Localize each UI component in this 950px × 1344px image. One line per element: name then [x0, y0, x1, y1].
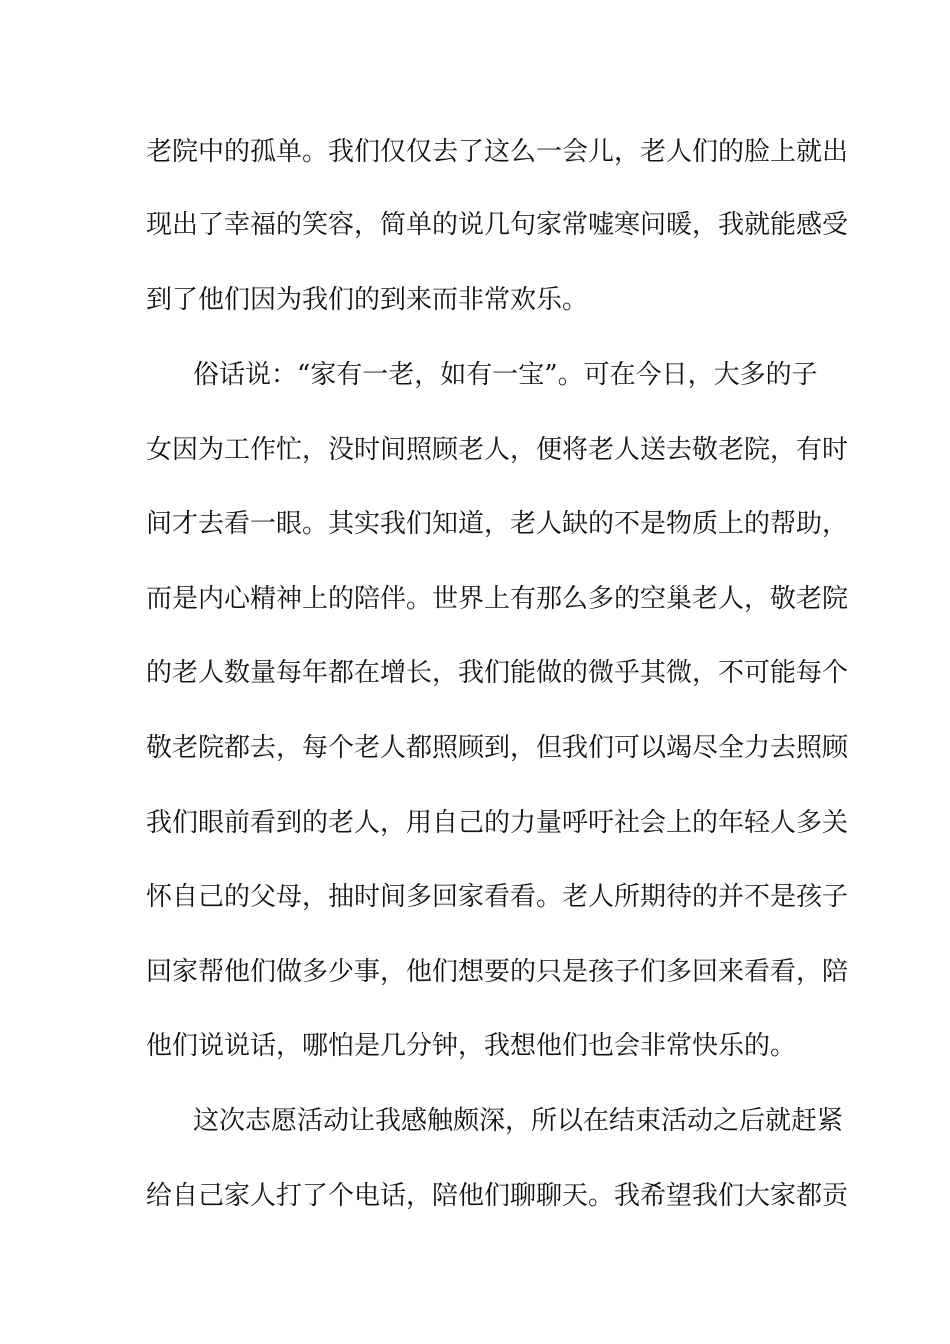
text-line: 回家帮他们做多少事，他们想要的只是孩子们多回来看看，陪 — [146, 957, 849, 987]
text-line: 给自己家人打了个电话，陪他们聊聊天。我希望我们大家都贡 — [146, 1181, 849, 1211]
text-line: 而是内心精神上的陪伴。世界上有那么多的空巢老人，敬老院 — [146, 584, 849, 614]
text-line: 的老人数量每年都在增长，我们能做的微乎其微，不可能每个 — [146, 658, 849, 688]
text-line: 敬老院都去，每个老人都照顾到，但我们可以竭尽全力去照顾 — [146, 733, 849, 763]
text-line: 他们说说话，哪怕是几分钟，我想他们也会非常快乐的。 — [146, 1031, 797, 1061]
text-line: 现出了幸福的笑容，简单的说几句家常嘘寒问暖，我就能感受 — [146, 210, 849, 240]
text-line: 我们眼前看到的老人，用自己的力量呼吁社会上的年轻人多关 — [146, 808, 849, 838]
paragraph-first-line: 俗话说：“家有一老，如有一宝”。可在今日，大多的子 — [193, 360, 818, 390]
text-line: 间才去看一眼。其实我们知道，老人缺的不是物质上的帮助， — [146, 509, 849, 539]
text-line: 老院中的孤单。我们仅仅去了这么一会儿，老人们的脸上就出 — [146, 137, 849, 167]
text-line: 女因为工作忙，没时间照顾老人，便将老人送去敬老院，有时 — [146, 435, 849, 465]
text-line: 怀自己的父母，抽时间多回家看看。老人所期待的并不是孩子 — [146, 882, 849, 912]
paragraph-first-line: 这次志愿活动让我感触颇深，所以在结束活动之后就赶紧 — [193, 1106, 844, 1136]
text-line: 到了他们因为我们的到来而非常欢乐。 — [146, 285, 589, 315]
